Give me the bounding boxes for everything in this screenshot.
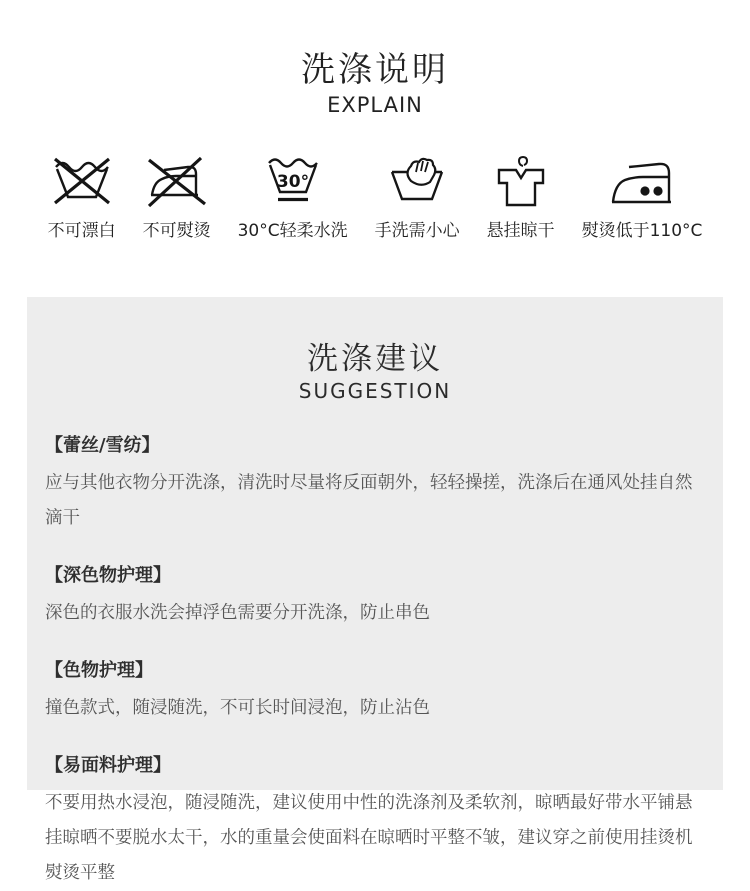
no-iron-icon xyxy=(146,154,208,209)
hand-wash-icon xyxy=(387,154,447,209)
section-heading: 【易面料护理】 xyxy=(45,755,171,776)
section-body: 不要用热水浸泡，随浸随洗，建议使用中性的洗涤剂及柔软剂，晾晒最好带水平铺悬挂晾晒不要脱水太干，水的重量会使面料在晾晒时平整不皱，建议穿之前使用挂烫机熨烫平整 xyxy=(45,793,693,883)
section-heading: 【色物护理】 xyxy=(45,660,153,681)
suggestion-subtitle: SUGGESTION xyxy=(298,379,452,403)
section-lace-chiffon xyxy=(45,431,705,536)
suggestion-sections xyxy=(45,431,705,891)
wash-30-icon xyxy=(263,154,323,209)
suggestion-header xyxy=(45,333,705,403)
care-item-hand-wash xyxy=(375,154,460,241)
care-label: 不可熨烫 xyxy=(142,221,211,241)
explain-title: 洗涤说明 xyxy=(301,50,449,90)
care-item-iron-low xyxy=(582,154,703,241)
suggestion-title: 洗涤建议 xyxy=(307,341,443,377)
care-label: 手洗需小心 xyxy=(374,221,460,241)
care-label: 熨烫低于110°C xyxy=(581,221,703,241)
care-label: 30°C轻柔水洗 xyxy=(237,221,348,241)
svg-text:30°: 30° xyxy=(276,172,309,192)
care-icons-row xyxy=(0,153,750,241)
explain-subtitle: EXPLAIN xyxy=(327,93,423,117)
section-body: 深色的衣服水洗会掉浮色需要分开洗涤，防止串色 xyxy=(45,603,430,623)
section-body: 应与其他衣物分开洗涤，清洗时尽量将反面朝外，轻轻操搓，洗涤后在通风处挂自然滴干 xyxy=(45,473,693,528)
suggestion-panel xyxy=(27,297,723,883)
care-item-no-iron xyxy=(143,154,211,241)
explain-header xyxy=(0,0,750,117)
section-color-care xyxy=(45,656,705,726)
care-label: 悬挂晾干 xyxy=(486,221,555,241)
iron-low-icon xyxy=(607,154,677,209)
care-item-no-bleach xyxy=(48,154,116,241)
section-delicate-fabric xyxy=(45,751,705,891)
care-item-hang-dry xyxy=(487,153,555,241)
section-heading: 【蕾丝/雪纺】 xyxy=(45,435,160,456)
care-label: 不可漂白 xyxy=(47,221,116,241)
care-item-wash-30 xyxy=(238,154,348,241)
section-body: 撞色款式，随浸随洗，不可长时间浸泡，防止沾色 xyxy=(45,698,430,718)
section-heading: 【深色物护理】 xyxy=(45,565,171,586)
hang-dry-icon xyxy=(495,153,547,209)
no-bleach-icon xyxy=(52,154,112,209)
section-dark-care xyxy=(45,561,705,631)
